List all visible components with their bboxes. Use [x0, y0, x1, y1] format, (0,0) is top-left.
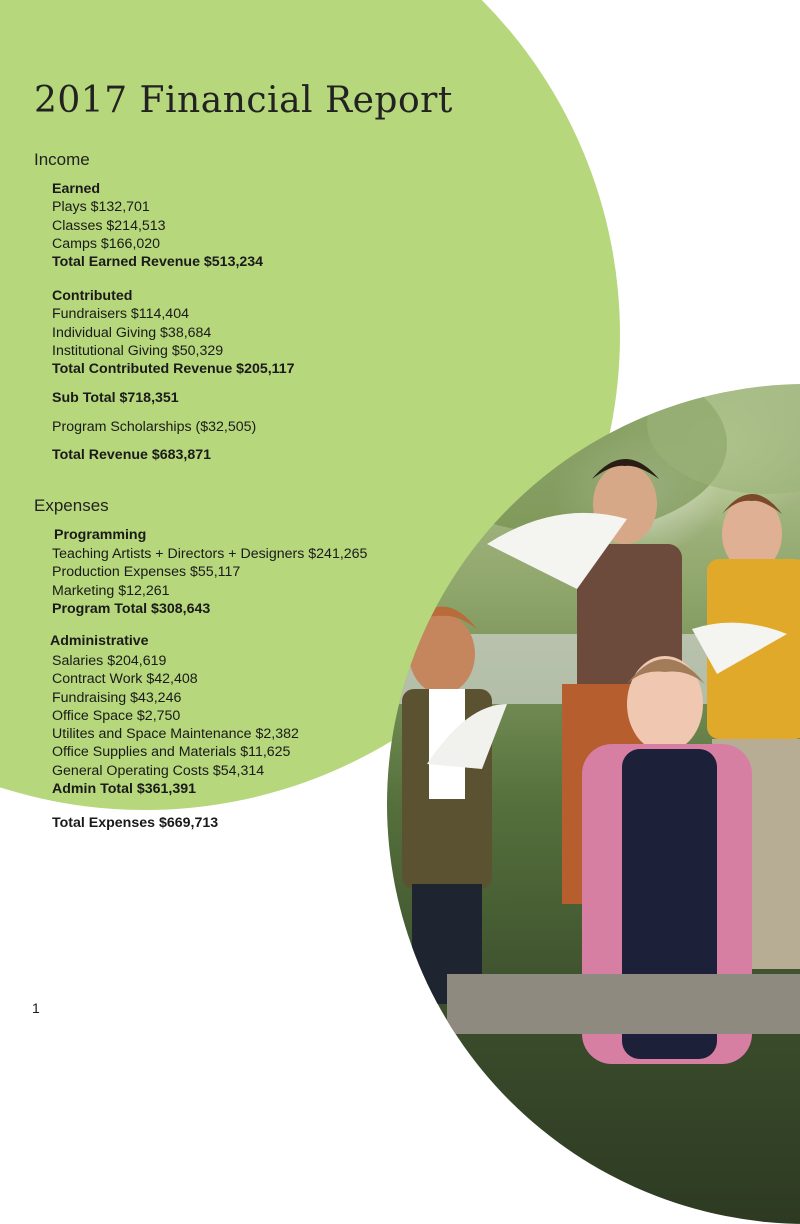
administrative-block [52, 652, 299, 798]
earned-heading: Earned [52, 181, 101, 197]
earned-item-classes: Classes $214,513 [52, 217, 166, 234]
admin-item-general: General Operating Costs $54,314 [52, 762, 265, 779]
income-heading: Income [34, 150, 90, 169]
admin-item-fundraising: Fundraising $43,246 [52, 689, 182, 706]
administrative-heading: Administrative [50, 633, 149, 649]
page-title: 2017 Financial Report [34, 80, 453, 121]
earned-block [52, 180, 263, 271]
sub-total: Sub Total $718,351 [52, 390, 179, 406]
program-scholarships: Program Scholarships ($32,505) [52, 419, 257, 435]
expenses-heading: Expenses [34, 496, 109, 515]
earned-item-camps: Camps $166,020 [52, 235, 161, 252]
contributed-total: Total Contributed Revenue $205,117 [52, 361, 295, 378]
theater-photo [387, 384, 800, 1224]
program-total: Program Total $308,643 [52, 600, 211, 617]
admin-total: Admin Total $361,391 [52, 781, 197, 798]
admin-item-salaries: Salaries $204,619 [52, 653, 167, 669]
admin-item-supplies: Office Supplies and Materials $11,625 [52, 744, 291, 761]
contributed-item-fundraisers: Fundraisers $114,404 [52, 306, 189, 323]
contributed-item-individual: Individual Giving $38,684 [52, 324, 212, 341]
admin-item-contract: Contract Work $42,408 [52, 671, 198, 688]
programming-item-artists: Teaching Artists + Directors + Designers $241,265 [52, 546, 368, 562]
earned-total: Total Earned Revenue $513,234 [52, 254, 264, 271]
total-revenue: Total Revenue $683,871 [52, 447, 212, 463]
contributed-heading: Contributed [52, 288, 133, 304]
admin-item-utilities: Utilites and Space Maintenance $2,382 [52, 726, 299, 743]
total-expenses: Total Expenses $669,713 [52, 815, 219, 831]
programming-block [52, 545, 367, 618]
admin-item-office-space: Office Space $2,750 [52, 707, 181, 724]
contributed-item-institutional: Institutional Giving $50,329 [52, 342, 224, 359]
photo-illustration [387, 384, 800, 1224]
programming-item-production: Production Expenses $55,117 [52, 564, 241, 581]
earned-item-plays: Plays $132,701 [52, 199, 150, 216]
page-number: 1 [32, 1000, 40, 1016]
programming-item-marketing: Marketing $12,261 [52, 582, 170, 599]
programming-heading: Programming [54, 527, 147, 543]
contributed-block [52, 287, 295, 378]
